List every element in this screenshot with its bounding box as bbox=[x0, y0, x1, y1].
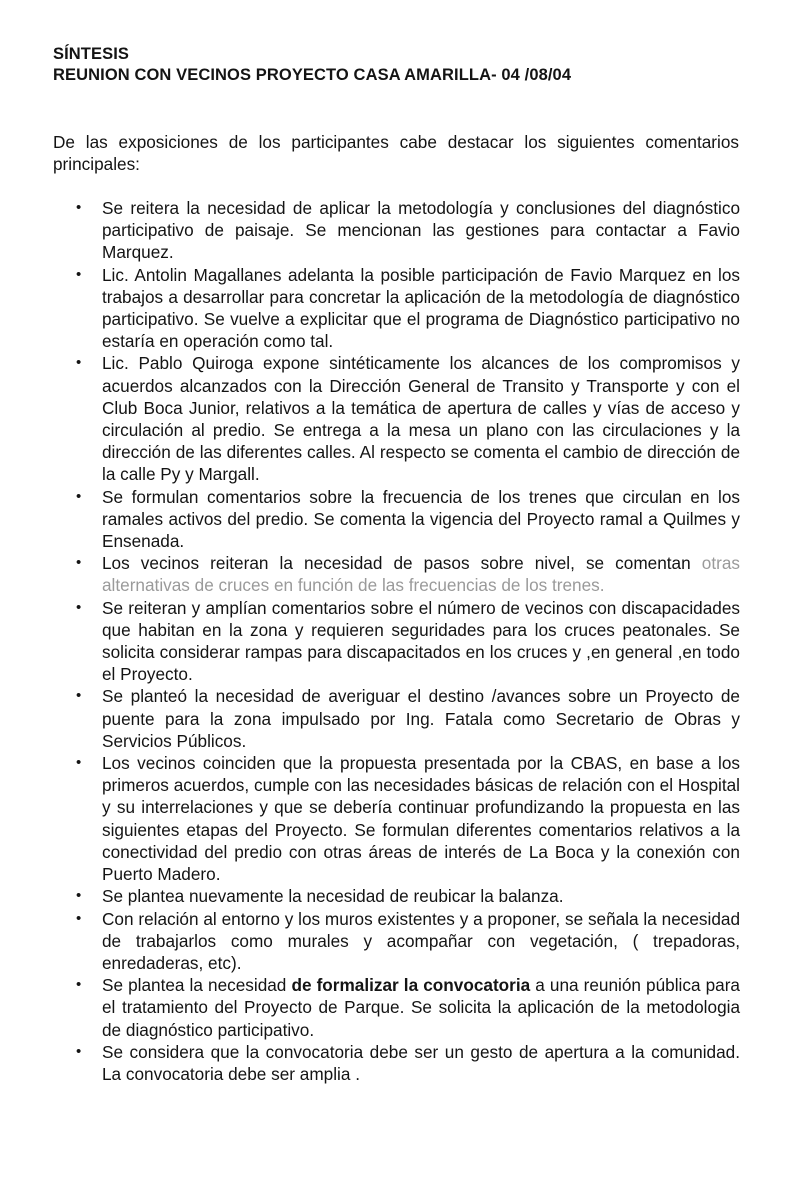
bullet-icon: • bbox=[76, 754, 82, 772]
bullet-icon: • bbox=[76, 354, 82, 372]
list-item-text: Se considera que la convocatoria debe ser un gesto de apertura a la comunidad. La convocatoria debe ser amplia . bbox=[102, 1041, 740, 1084]
list-item bbox=[72, 552, 740, 596]
bullet-icon: • bbox=[76, 887, 82, 905]
list-item bbox=[72, 974, 740, 1041]
title-meeting: REUNION CON VECINOS PROYECTO CASA AMARILLA- 04 /08/04 bbox=[53, 66, 572, 84]
list-item bbox=[72, 264, 740, 353]
list-item bbox=[72, 597, 740, 686]
list-item-text: Se reiteran y amplían comentarios sobre el número de vecinos con discapacidades que habitan en la zona y requieren seguridades para los cruces peatonales. Se solicita considerar rampas para discapacitados en los cruces y ,en general ,en todo el Proyecto. bbox=[102, 597, 740, 685]
bullet-icon: • bbox=[76, 976, 82, 994]
list-item bbox=[72, 352, 740, 485]
list-item bbox=[72, 1041, 740, 1085]
bullet-icon: • bbox=[76, 265, 82, 283]
list-item-text: Lic. Pablo Quiroga expone sintéticamente los alcances de los compromisos y acuerdos alcanzados con la Dirección General de Transito y Transporte y con el Club Boca Junior, relativos a la temática de apertura de calles y vías de acceso y circulación al predio. Se entrega a la mesa un plano con las circulaciones y la dirección de las diferentes calles. Al respecto se comenta el cambio de dirección de la calle Py y Margall. bbox=[102, 353, 740, 485]
bullet-icon: • bbox=[76, 598, 82, 616]
list-item bbox=[72, 197, 740, 264]
list-item-text: Los vecinos coinciden que la propuesta presentada por la CBAS, en base a los primeros acuerdos, cumple con las necesidades básicas de relación con el Hospital y su interrelaciones y que se debería continuar profundizando la propuesta en las siguientes etapas del Proyecto. Se formulan diferentes comentarios relativos a la conectividad del predio con otras áreas de interés de La Boca y la conexión con Puerto Madero. bbox=[102, 753, 740, 885]
intro-paragraph: De las exposiciones de los participantes cabe destacar los siguientes comentarios principales: bbox=[53, 132, 739, 174]
list-item bbox=[72, 908, 740, 975]
list-item bbox=[72, 685, 740, 752]
list-item-text: Lic. Antolin Magallanes adelanta la posible participación de Favio Marquez en los trabajos a desarrollar para concretar la aplicación de la metodología de diagnóstico participativo. Se vuelve a explicitar que el programa de Diagnóstico participativo no estaría en operación como tal. bbox=[102, 264, 740, 352]
list-item-text: Se formulan comentarios sobre la frecuencia de los trenes que circulan en los ramales activos del predio. Se comenta la vigencia del Proyecto ramal a Quilmes y Ensenada. bbox=[102, 486, 740, 552]
list-item-text: Se planteó la necesidad de averiguar el destino /avances sobre un Proyecto de puente para la zona impulsado por Ing. Fatala como Secretario de Obras y Servicios Públicos. bbox=[102, 686, 740, 751]
list-item-text-pre: Se plantea la necesidad bbox=[102, 975, 292, 996]
bullet-icon: • bbox=[76, 687, 82, 705]
list-item-text: Se plantea nuevamente la necesidad de reubicar la balanza. bbox=[102, 886, 564, 907]
faded-text: otras alternativas de cruces en función de las frecuencias de los trenes. bbox=[102, 553, 740, 596]
list-item-text: Se reitera la necesidad de aplicar la metodología y conclusiones del diagnóstico participativo de paisaje. Se mencionan las gestiones para contactar a Favio Marquez. bbox=[102, 198, 740, 263]
list-item bbox=[72, 752, 740, 885]
comment-list bbox=[72, 197, 740, 1085]
title-synthesis: SÍNTESIS bbox=[53, 45, 129, 63]
bullet-icon: • bbox=[76, 487, 82, 505]
list-item-text: Los vecinos reiteran la necesidad de pasos sobre nivel, se comentan bbox=[102, 553, 691, 574]
bullet-icon: • bbox=[76, 1042, 82, 1060]
bullet-icon: • bbox=[76, 909, 82, 927]
list-item bbox=[72, 486, 740, 553]
list-item-text-bold: de formalizar la convocatoria bbox=[291, 975, 531, 996]
bullet-icon: • bbox=[76, 554, 82, 572]
list-item bbox=[72, 885, 740, 907]
bullet-icon: • bbox=[76, 199, 82, 216]
list-item-text-post: a una reunión pública para el tratamiento del Proyecto de Parque. Se solicita la aplicación de la metodologia de diagnóstico participativo. bbox=[102, 975, 740, 1040]
document-title bbox=[53, 44, 571, 86]
list-item-text: Con relación al entorno y los muros existentes y a proponer, se señala la necesidad de trabajarlos como murales y acompañar con vegetación, ( trepadoras, enredaderas, etc). bbox=[102, 908, 740, 973]
